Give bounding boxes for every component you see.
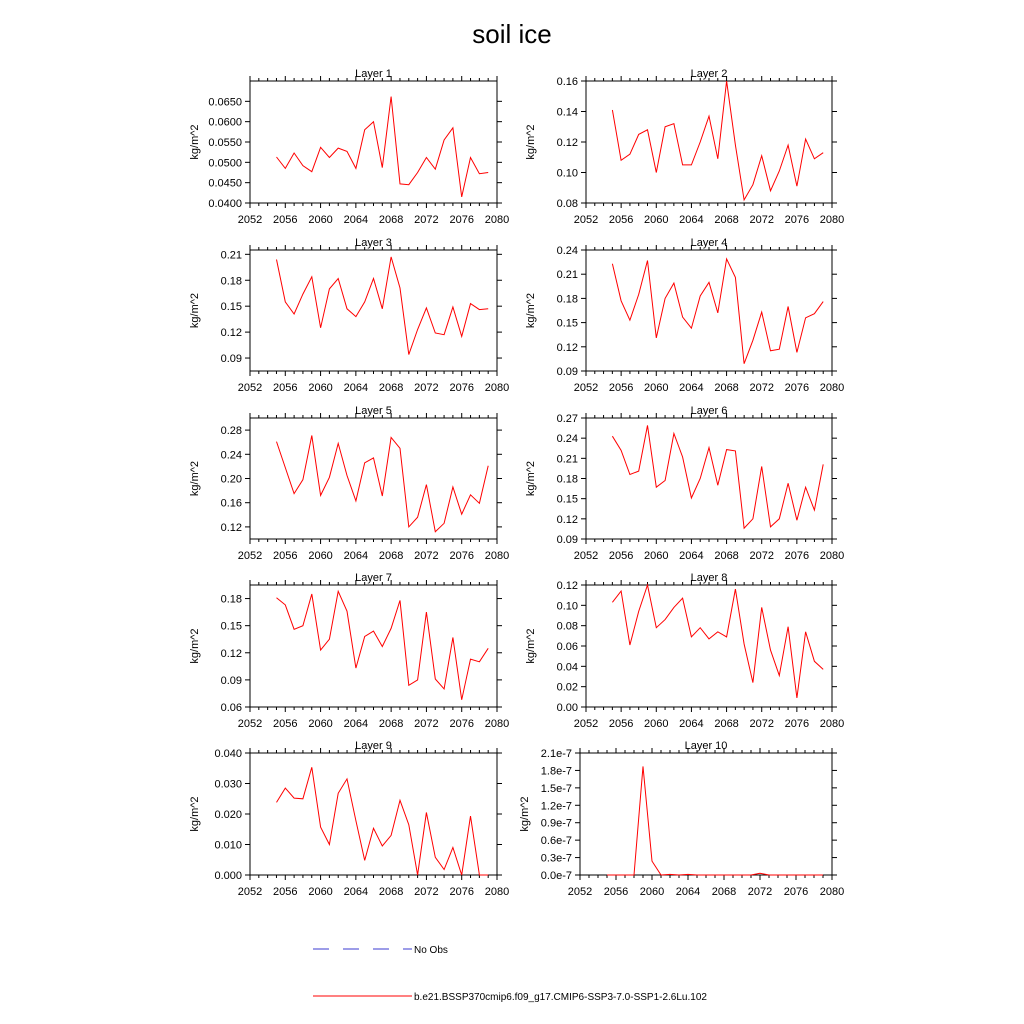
panel-title: Layer 10 [684, 740, 728, 752]
x-tick-label: 2056 [273, 550, 298, 562]
x-tick-label: 2068 [714, 382, 739, 394]
y-tick-label: 0.21 [556, 453, 578, 466]
x-tick-label: 2076 [784, 718, 810, 730]
x-tick-label: 2076 [784, 214, 810, 226]
panel-title: Layer 1 [355, 68, 392, 80]
x-tick-label: 2076 [783, 886, 809, 898]
x-tick-label: 2068 [378, 718, 404, 730]
panel-layer-10 [519, 740, 844, 898]
x-tick-label: 2080 [484, 718, 510, 730]
x-tick-label: 2056 [273, 718, 298, 730]
y-tick-label: 0.24 [220, 449, 242, 462]
x-tick-label: 2080 [819, 718, 845, 730]
series-line [277, 257, 489, 355]
y-tick-label: 0.10 [556, 600, 578, 613]
series-line [612, 585, 823, 698]
series-line [277, 591, 489, 700]
x-tick-label: 2056 [608, 550, 634, 562]
panel-title: Layer 2 [690, 68, 728, 80]
y-tick-label: 0.00 [556, 702, 578, 714]
x-tick-label: 2052 [237, 382, 263, 394]
x-tick-label: 2060 [644, 214, 669, 226]
x-tick-label: 2064 [679, 382, 704, 394]
series-line [277, 436, 489, 532]
panel-title: Layer 6 [690, 405, 728, 417]
x-tick-label: 2060 [308, 718, 333, 730]
y-tick-label: 0.09 [556, 534, 578, 546]
x-tick-label: 2060 [639, 886, 665, 898]
y-tick-label: 0.02 [556, 681, 578, 694]
y-tick-label: 0.18 [220, 275, 242, 288]
series-line [277, 97, 489, 197]
y-tick-label: 0.06 [220, 702, 242, 714]
y-axis-label: kg/m^2 [189, 124, 201, 160]
y-tick-label: 0.12 [556, 513, 578, 526]
y-tick-label: 0.0e-7 [540, 870, 572, 882]
y-axis-label: kg/m^2 [189, 628, 201, 664]
y-tick-label: 0.12 [220, 647, 242, 660]
y-axis-label: kg/m^2 [189, 460, 201, 497]
x-tick-label: 2068 [714, 214, 739, 226]
x-tick-label: 2064 [343, 214, 369, 226]
y-axis-label: kg/m^2 [189, 292, 201, 329]
legend-label-model-run: b.e21.BSSP370cmip6.f09_g17.CMIP6-SSP3-7.0-SSP1-2.6Lu.102 [414, 992, 707, 1003]
y-tick-label: 0.0650 [208, 96, 242, 109]
plot-frame [586, 418, 832, 539]
panel-layer-2 [525, 68, 844, 226]
y-tick-label: 0.0550 [208, 137, 242, 149]
x-tick-label: 2056 [273, 214, 298, 226]
y-tick-label: 0.15 [220, 620, 242, 633]
y-axis-label: kg/m^2 [525, 292, 537, 329]
series-line [612, 81, 823, 200]
plot-frame [250, 250, 497, 371]
x-tick-label: 2080 [484, 214, 510, 226]
panel-layer-9 [189, 740, 509, 898]
y-tick-label: 0.09 [220, 353, 242, 366]
x-tick-label: 2076 [784, 382, 810, 394]
panel-grid [189, 68, 844, 898]
panel-layer-7 [189, 572, 509, 730]
x-tick-label: 2056 [603, 886, 629, 898]
y-tick-label: 0.040 [214, 748, 242, 760]
x-tick-label: 2064 [343, 382, 369, 394]
x-tick-label: 2064 [343, 886, 369, 898]
x-tick-label: 2068 [378, 214, 404, 226]
x-tick-label: 2064 [675, 886, 701, 898]
y-tick-label: 0.15 [220, 301, 242, 314]
y-tick-label: 2.1e-7 [540, 748, 572, 760]
y-tick-label: 0.0450 [208, 177, 242, 190]
x-tick-label: 2072 [414, 214, 439, 226]
y-tick-label: 0.12 [556, 580, 578, 592]
x-tick-label: 2056 [608, 214, 634, 226]
y-axis-label: kg/m^2 [519, 796, 531, 832]
x-tick-label: 2060 [308, 886, 333, 898]
x-tick-label: 2056 [273, 886, 298, 898]
x-tick-label: 2080 [819, 214, 845, 226]
x-tick-label: 2060 [644, 382, 669, 394]
y-tick-label: 0.21 [220, 249, 242, 262]
x-tick-label: 2060 [644, 718, 669, 730]
x-tick-label: 2060 [308, 214, 333, 226]
panel-title: Layer 5 [355, 405, 392, 417]
x-tick-label: 2072 [749, 718, 774, 730]
y-tick-label: 0.08 [556, 620, 578, 633]
x-tick-label: 2080 [484, 550, 510, 562]
x-tick-label: 2072 [747, 886, 773, 898]
y-tick-label: 0.08 [556, 198, 578, 210]
x-tick-label: 2080 [819, 550, 845, 562]
y-tick-label: 0.16 [556, 76, 578, 88]
y-tick-label: 0.12 [220, 521, 242, 534]
y-tick-label: 0.09 [220, 674, 242, 687]
y-axis-label: kg/m^2 [189, 796, 201, 832]
x-tick-label: 2068 [714, 718, 739, 730]
y-tick-label: 0.020 [214, 809, 242, 821]
y-tick-label: 0.04 [556, 661, 578, 674]
y-tick-label: 0.000 [214, 870, 242, 882]
x-tick-label: 2076 [449, 718, 474, 730]
y-tick-label: 0.12 [556, 137, 578, 149]
plot-frame [250, 753, 497, 875]
legend [313, 945, 707, 1003]
x-tick-label: 2064 [343, 718, 369, 730]
y-tick-label: 0.6e-7 [540, 835, 572, 848]
y-tick-label: 1.2e-7 [540, 800, 572, 813]
y-tick-label: 0.0400 [208, 198, 242, 210]
x-tick-label: 2052 [573, 214, 599, 226]
x-tick-label: 2064 [679, 550, 704, 562]
x-tick-label: 2064 [343, 550, 369, 562]
panel-layer-3 [189, 237, 509, 394]
y-tick-label: 0.010 [214, 839, 242, 852]
y-tick-label: 0.15 [556, 317, 578, 330]
panel-title: Layer 9 [355, 740, 392, 752]
y-tick-label: 0.15 [556, 493, 578, 506]
y-axis-label: kg/m^2 [525, 124, 537, 160]
x-tick-label: 2068 [378, 550, 404, 562]
x-tick-label: 2052 [237, 550, 263, 562]
x-tick-label: 2052 [237, 718, 263, 730]
y-tick-label: 0.27 [556, 413, 578, 425]
panel-title: Layer 4 [690, 237, 728, 249]
y-tick-label: 1.8e-7 [540, 765, 572, 778]
x-tick-label: 2064 [679, 214, 704, 226]
x-tick-label: 2056 [608, 382, 634, 394]
series-line [612, 259, 823, 364]
x-tick-label: 2052 [573, 382, 599, 394]
plot-frame [586, 81, 832, 203]
y-tick-label: 0.12 [556, 341, 578, 354]
x-tick-label: 2076 [449, 550, 474, 562]
y-tick-label: 0.030 [214, 778, 242, 791]
y-axis-label: kg/m^2 [525, 628, 537, 664]
x-tick-label: 2052 [237, 214, 263, 226]
y-tick-label: 0.18 [556, 293, 578, 306]
x-tick-label: 2056 [608, 718, 634, 730]
x-tick-label: 2052 [567, 886, 593, 898]
y-tick-label: 0.09 [556, 366, 578, 378]
x-tick-label: 2068 [378, 382, 404, 394]
y-tick-label: 0.18 [556, 473, 578, 486]
x-tick-label: 2072 [749, 550, 774, 562]
x-tick-label: 2072 [749, 214, 774, 226]
legend-label-no-obs: No Obs [414, 945, 448, 956]
x-tick-label: 2072 [414, 382, 439, 394]
panel-title: Layer 8 [690, 572, 728, 584]
plot-frame [586, 250, 832, 371]
x-tick-label: 2060 [308, 550, 333, 562]
x-tick-label: 2076 [784, 550, 810, 562]
x-tick-label: 2052 [573, 718, 599, 730]
x-tick-label: 2060 [308, 382, 333, 394]
x-tick-label: 2072 [414, 886, 439, 898]
y-tick-label: 0.24 [556, 433, 578, 446]
x-tick-label: 2076 [449, 214, 474, 226]
x-tick-label: 2072 [414, 718, 439, 730]
x-tick-label: 2060 [644, 550, 669, 562]
x-tick-label: 2068 [378, 886, 404, 898]
y-tick-label: 0.06 [556, 641, 578, 653]
x-tick-label: 2080 [484, 382, 510, 394]
x-tick-label: 2056 [273, 382, 298, 394]
y-tick-label: 0.10 [556, 167, 578, 180]
x-tick-label: 2080 [819, 886, 845, 898]
panel-title: Layer 3 [355, 237, 392, 249]
x-tick-label: 2076 [449, 886, 474, 898]
x-tick-label: 2068 [711, 886, 737, 898]
panel-layer-1 [189, 68, 509, 226]
series-line [612, 425, 823, 528]
y-tick-label: 0.21 [556, 269, 578, 282]
y-tick-label: 0.0500 [208, 157, 242, 170]
y-tick-label: 0.18 [220, 593, 242, 606]
x-tick-label: 2080 [484, 886, 510, 898]
panel-layer-5 [189, 405, 509, 562]
panel-title: Layer 7 [355, 572, 392, 584]
y-tick-label: 0.3e-7 [540, 852, 572, 865]
panel-layer-4 [525, 237, 844, 394]
x-tick-label: 2064 [679, 718, 704, 730]
panel-layer-6 [525, 405, 844, 562]
x-tick-label: 2080 [819, 382, 845, 394]
plot-frame [580, 753, 832, 875]
plot-frame [250, 418, 497, 539]
y-tick-label: 0.24 [556, 245, 578, 257]
x-tick-label: 2072 [414, 550, 439, 562]
series-line [607, 766, 823, 875]
y-tick-label: 0.12 [220, 327, 242, 340]
y-tick-label: 0.20 [220, 473, 242, 486]
x-tick-label: 2076 [449, 382, 474, 394]
y-tick-label: 0.0600 [208, 116, 242, 129]
y-tick-label: 0.9e-7 [540, 817, 572, 830]
y-axis-label: kg/m^2 [525, 460, 537, 497]
x-tick-label: 2052 [573, 550, 599, 562]
series-line [277, 767, 489, 875]
figure-title: soil ice [472, 19, 552, 49]
x-tick-label: 2052 [237, 886, 263, 898]
y-tick-label: 0.28 [220, 425, 242, 438]
panel-layer-8 [525, 572, 844, 730]
y-tick-label: 1.5e-7 [540, 782, 572, 795]
y-tick-label: 0.16 [220, 497, 242, 510]
x-tick-label: 2068 [714, 550, 739, 562]
y-tick-label: 0.14 [556, 106, 578, 119]
x-tick-label: 2072 [749, 382, 774, 394]
